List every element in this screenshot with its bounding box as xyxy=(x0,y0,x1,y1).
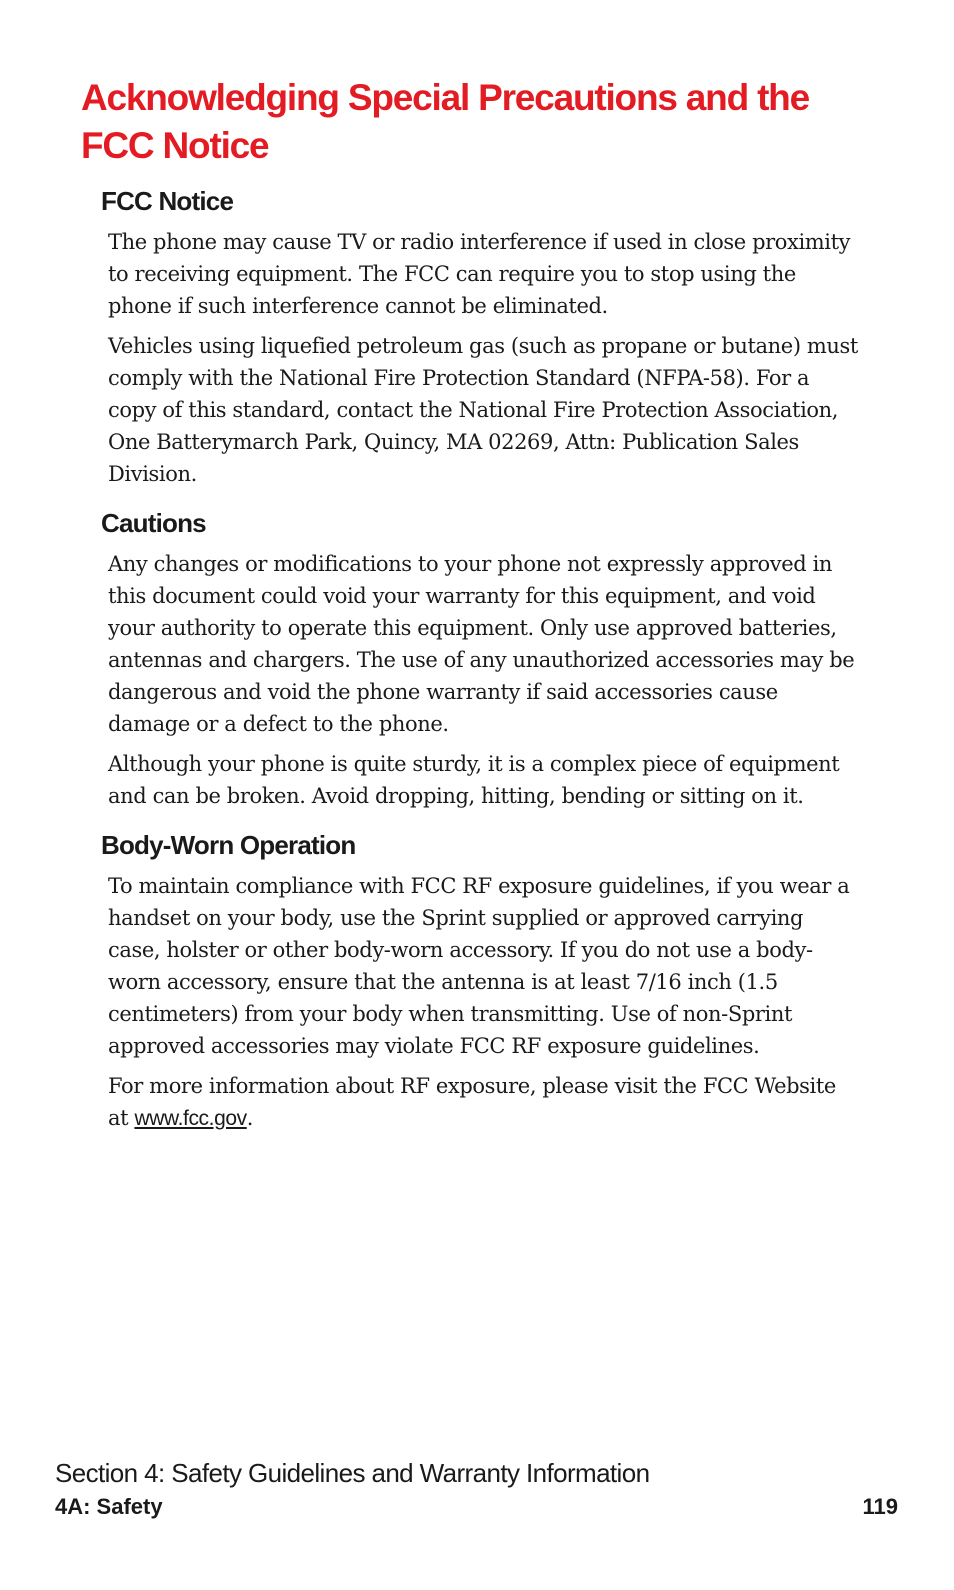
more-info-text-end: . xyxy=(246,1106,254,1130)
paragraph: Vehicles using liquefied petroleum gas (such as propane or butane) must comply with the National Fire Protection Standard (NFPA-58). For a copy of this standard, contact the National Fire Protection Association, One Batterymarch Park, Quincy, MA 02269, Attn: Publication Sales Division. xyxy=(108,334,858,486)
paragraph: Although your phone is quite sturdy, it is a complex piece of equipment and can be broken. Avoid dropping, hitting, bending or sitting on it. xyxy=(108,752,840,808)
footer-subsection-label: 4A: Safety xyxy=(55,1494,163,1519)
main-content xyxy=(101,184,861,1151)
footer-section-label: Section 4: Safety Guidelines and Warranty Information xyxy=(55,1458,650,1488)
fcc-website-link[interactable]: www.fcc.gov xyxy=(134,1107,247,1130)
section-fcc-notice xyxy=(101,184,861,490)
page-title: Acknowledging Special Precautions and the FCC Notice xyxy=(81,77,809,166)
more-info-text: For more information about RF exposure, please visit the FCC Website at xyxy=(108,1074,836,1130)
more-info-paragraph xyxy=(108,1070,861,1135)
paragraph: To maintain compliance with FCC RF exposure guidelines, if you wear a handset on your body, use the Sprint supplied or approved carrying case, holster or other body-worn accessory. If you do not use a body-worn accessory, ensure that the antenna is at least 7/16 inch (1.5 centimeters) from your body when transmitting. Use of non-Sprint approved accessories may violate FCC RF exposure guidelines. xyxy=(108,874,850,1058)
section-heading: Cautions xyxy=(101,508,206,538)
section-body-worn-operation xyxy=(101,828,861,1135)
page-number: 119 xyxy=(862,1494,898,1519)
paragraph: Any changes or modifications to your phone not expressly approved in this document could void your warranty for this equipment, and void your authority to operate this equipment. Only use approved batteries, antennas and chargers. The use of any unauthorized accessories may be dangerous and void the phone warranty if said accessories cause damage or a defect to the phone. xyxy=(108,552,855,736)
section-heading: FCC Notice xyxy=(101,186,234,216)
paragraph: The phone may cause TV or radio interference if used in close proximity to receiving equipment. The FCC can require you to stop using the phone if such interference cannot be eliminated. xyxy=(108,230,851,318)
section-heading: Body-Worn Operation xyxy=(101,830,356,860)
section-cautions xyxy=(101,506,861,812)
